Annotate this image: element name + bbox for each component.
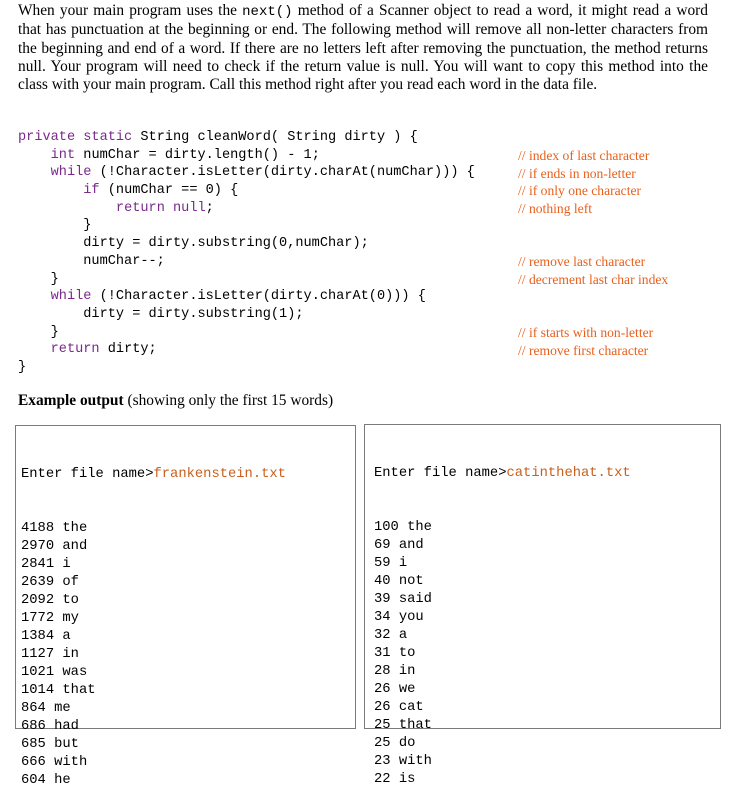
code-comment: // remove last character (518, 254, 646, 270)
output-line: 69 and (374, 538, 424, 553)
code-indent (18, 325, 51, 340)
output-prompt-line (374, 465, 720, 483)
code-comment: // if ends in non-letter (518, 165, 636, 181)
output-line: 2639 of (21, 575, 79, 590)
code-indent (18, 342, 51, 357)
code-text: } (50, 324, 59, 340)
output-line: 28 in (374, 664, 416, 679)
code-block (18, 129, 475, 377)
output-lines (374, 519, 720, 789)
code-comment (518, 218, 668, 236)
output-line: 59 i (374, 556, 408, 571)
code-text: numChar = dirty.length() - 1; (83, 147, 320, 163)
output-line: 2841 i (21, 557, 71, 572)
output-line: 1014 that (21, 683, 96, 698)
code-text: } (83, 218, 92, 234)
code-comment: // nothing left (518, 201, 593, 217)
intro-part2: method of a Scanner object to read a word, it might read a word that has punctuation at the beginning or end. The following method will remove all non-letter characters from the beginning and end of a word. If there are no letters left after removing the punctuation, the method returns null. Your program will need to check if the return value is null. You will want to copy this method into the class with your main program. Call this method right after you read each word in the data file. (18, 2, 708, 94)
intro-paragraph (18, 2, 708, 94)
output-line: 1384 a (21, 629, 71, 644)
code-comment (518, 289, 668, 307)
output-line: 686 had (21, 719, 79, 734)
code-keyword: if (83, 183, 108, 199)
output-line: 25 do (374, 736, 416, 751)
code-text: numChar--; (83, 253, 165, 269)
code-indent (18, 201, 116, 216)
output-filename: frankenstein.txt (153, 467, 286, 482)
code-comment: // if starts with non-letter (518, 324, 654, 340)
output-prompt: Enter file name> (374, 466, 507, 481)
code-text: (!Character.isLetter(dirty.charAt(0))) { (99, 289, 426, 305)
example-heading-rest: (showing only the first 15 words) (123, 392, 334, 409)
code-comments (518, 147, 668, 359)
example-heading (18, 392, 333, 410)
output-line: 22 is (374, 772, 416, 787)
code-keyword: return (50, 342, 108, 358)
code-text: dirty = dirty.substring(1); (83, 306, 304, 322)
code-line (18, 253, 475, 271)
output-line: 25 that (374, 718, 432, 733)
code-line (18, 147, 475, 165)
output-line: 100 the (374, 520, 432, 535)
code-comment (518, 235, 668, 253)
output-line: 2970 and (21, 539, 88, 554)
code-line (18, 182, 475, 200)
output-line: 34 you (374, 610, 424, 625)
output-line: 1021 was (21, 665, 88, 680)
code-line (18, 217, 475, 235)
output-line: 40 not (374, 574, 424, 589)
code-keyword: private static (18, 130, 141, 145)
code-indent (18, 307, 83, 322)
code-comment: // if only one character (518, 183, 642, 199)
code-indent (18, 148, 51, 163)
output-lines (21, 520, 355, 790)
example-heading-bold: Example output (18, 392, 124, 409)
output-line: 39 said (374, 592, 432, 607)
code-keyword: return null (115, 200, 206, 216)
code-line (18, 271, 475, 289)
code-text: String cleanWord( String dirty ) { (140, 130, 418, 145)
code-comment: // decrement last char index (518, 271, 669, 287)
output-line: 864 me (21, 701, 71, 716)
code-line (18, 200, 475, 218)
output-line: 23 with (374, 754, 432, 769)
output-line: 2092 to (21, 593, 79, 608)
code-keyword: while (50, 289, 100, 305)
code-keyword: while (50, 165, 100, 181)
output-line: 685 but (21, 737, 79, 752)
code-line (18, 164, 475, 182)
code-indent (18, 165, 51, 180)
code-line (18, 324, 475, 342)
code-indent (18, 272, 51, 287)
code-keyword: int (50, 147, 84, 163)
output-box-frankenstein (15, 425, 356, 788)
output-line: 26 cat (374, 700, 424, 715)
output-filename: catinthehat.txt (506, 466, 631, 481)
output-line: 604 he (21, 773, 71, 788)
code-line (18, 288, 475, 306)
output-prompt-line (21, 466, 355, 484)
code-line (18, 306, 475, 324)
code-indent (18, 218, 83, 233)
code-line (18, 235, 475, 253)
code-comment: // index of last character (518, 148, 650, 163)
output-line: 666 with (21, 755, 88, 770)
code-text: ; (205, 200, 214, 216)
code-line (18, 129, 475, 147)
output-line: 4188 the (21, 521, 88, 536)
code-indent (18, 254, 83, 269)
code-text: dirty; (107, 342, 157, 358)
code-line (18, 359, 475, 377)
output-line: 1127 in (21, 647, 79, 662)
code-indent (18, 289, 51, 304)
code-indent (18, 183, 83, 198)
code-line (18, 341, 475, 359)
code-comment: // remove first character (518, 342, 649, 358)
output-line: 32 a (374, 628, 408, 643)
code-text: } (50, 271, 59, 287)
output-prompt: Enter file name> (21, 467, 154, 482)
intro-part1: When your main program uses the (18, 2, 237, 19)
code-text: (!Character.isLetter(dirty.charAt(numChar))) { (99, 165, 475, 181)
code-text: } (18, 359, 27, 375)
output-line: 31 to (374, 646, 416, 661)
code-text: (numChar == 0) { (107, 183, 239, 199)
code-text: dirty = dirty.substring(0,numChar); (83, 236, 369, 252)
intro-method: next() (242, 4, 293, 20)
code-indent (18, 236, 83, 251)
output-line: 1772 my (21, 611, 79, 626)
code-comment (518, 306, 668, 324)
output-box-catinthehat (364, 424, 721, 787)
output-line: 26 we (374, 682, 416, 697)
